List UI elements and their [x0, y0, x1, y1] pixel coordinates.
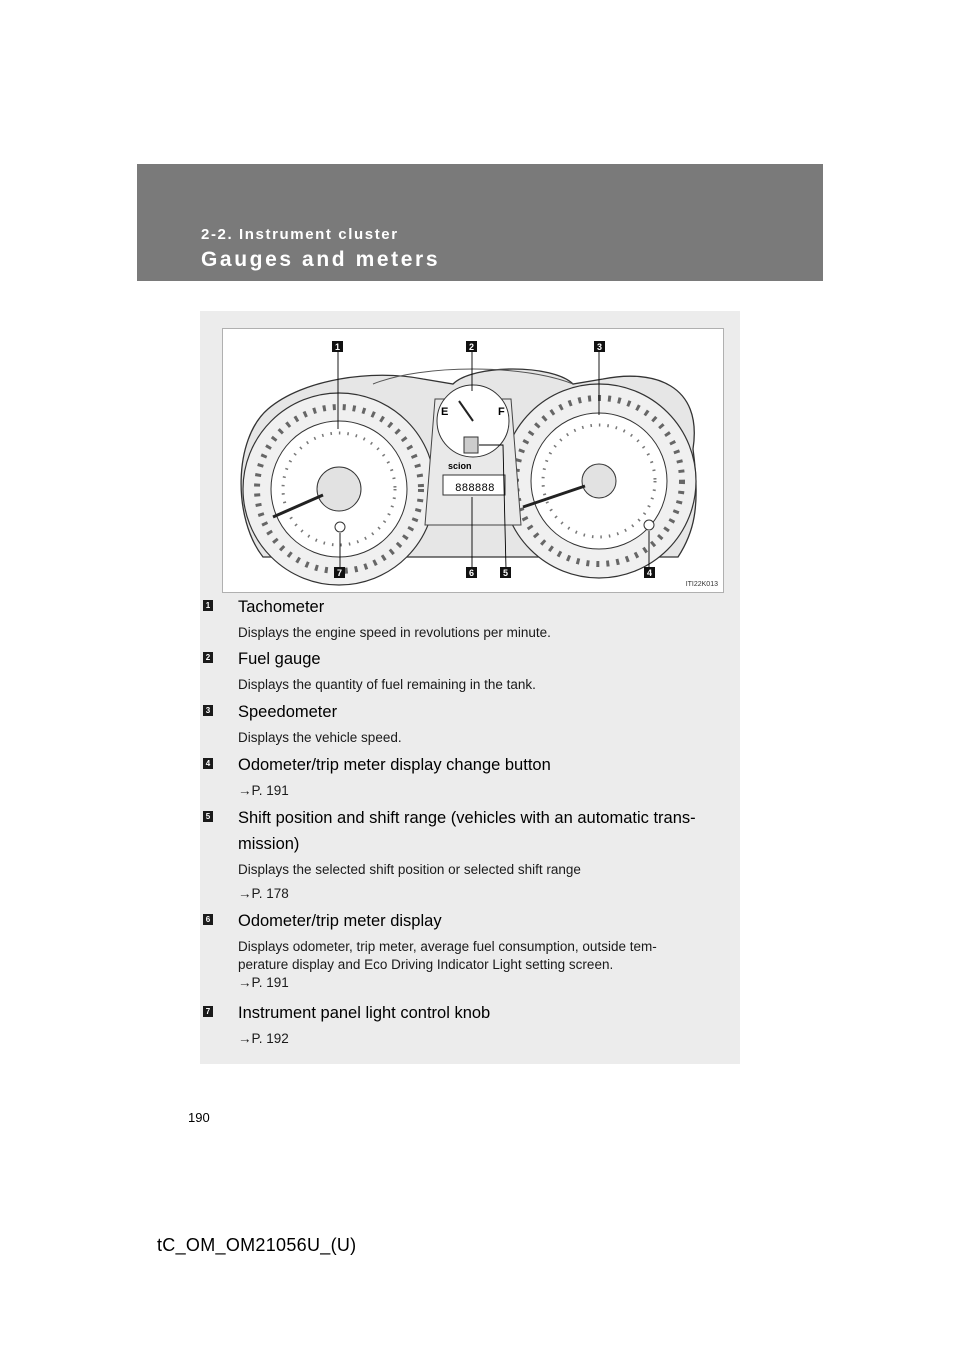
item-title-continued: mission): [238, 835, 300, 853]
section-header: [137, 164, 823, 281]
fuel-empty-label: E: [441, 406, 449, 418]
page-number: 190: [188, 1110, 210, 1125]
item-desc: →P. 192: [238, 1031, 289, 1046]
item-desc: Displays the engine speed in revolutions per minute.: [238, 625, 551, 640]
document-code: tC_OM_OM21056U_(U): [157, 1235, 357, 1255]
item-marker: 7: [203, 1006, 213, 1017]
item-title: Instrument panel light control knob: [238, 1004, 491, 1022]
item-desc: Displays the selected shift position or selected shift range: [238, 862, 581, 877]
center-display: [425, 385, 521, 525]
item-title: Tachometer: [238, 598, 325, 616]
page-title: Gauges and meters: [201, 248, 441, 271]
item-desc: perature display and Eco Driving Indicator Light setting screen.: [238, 957, 614, 972]
item-marker: 5: [203, 811, 213, 822]
callout-3: 3: [596, 342, 603, 352]
item-marker: 1: [203, 600, 213, 611]
tachometer-gauge: [243, 393, 435, 585]
brand-label: scion: [448, 461, 472, 471]
content-panel: [200, 311, 740, 1064]
item-desc: →P. 191: [238, 975, 289, 990]
instrument-cluster-figure: [222, 328, 724, 593]
instrument-cluster-illustration: [223, 329, 723, 592]
item-desc: Displays odometer, trip meter, average fuel consumption, outside tem-: [238, 939, 657, 954]
item-marker: 3: [203, 705, 213, 716]
item-desc: →P. 191: [238, 783, 289, 798]
item-marker: 6: [203, 914, 213, 925]
callout-7: 7: [336, 568, 343, 578]
figure-code: ITI22K013: [685, 581, 718, 588]
fuel-full-label: F: [498, 406, 505, 418]
item-title: Odometer/trip meter display: [238, 912, 442, 930]
section-label: 2-2. Instrument cluster: [201, 226, 399, 243]
item-desc: Displays the quantity of fuel remaining in the tank.: [238, 677, 536, 692]
item-title: Shift position and shift range (vehicles with an automatic trans-: [238, 809, 696, 827]
callout-4: 4: [646, 568, 653, 578]
item-desc: →P. 178: [238, 886, 289, 901]
item-marker: 2: [203, 652, 213, 663]
item-desc: Displays the vehicle speed.: [238, 730, 402, 745]
item-title: Fuel gauge: [238, 650, 321, 668]
item-title: Speedometer: [238, 703, 338, 721]
item-title: Odometer/trip meter display change button: [238, 756, 551, 774]
item-marker: 4: [203, 758, 213, 769]
callout-2: 2: [468, 342, 475, 352]
callout-5: 5: [502, 568, 509, 578]
callout-6: 6: [468, 568, 475, 578]
callout-1: 1: [334, 342, 341, 352]
odometer-readout: 888888: [455, 483, 495, 495]
